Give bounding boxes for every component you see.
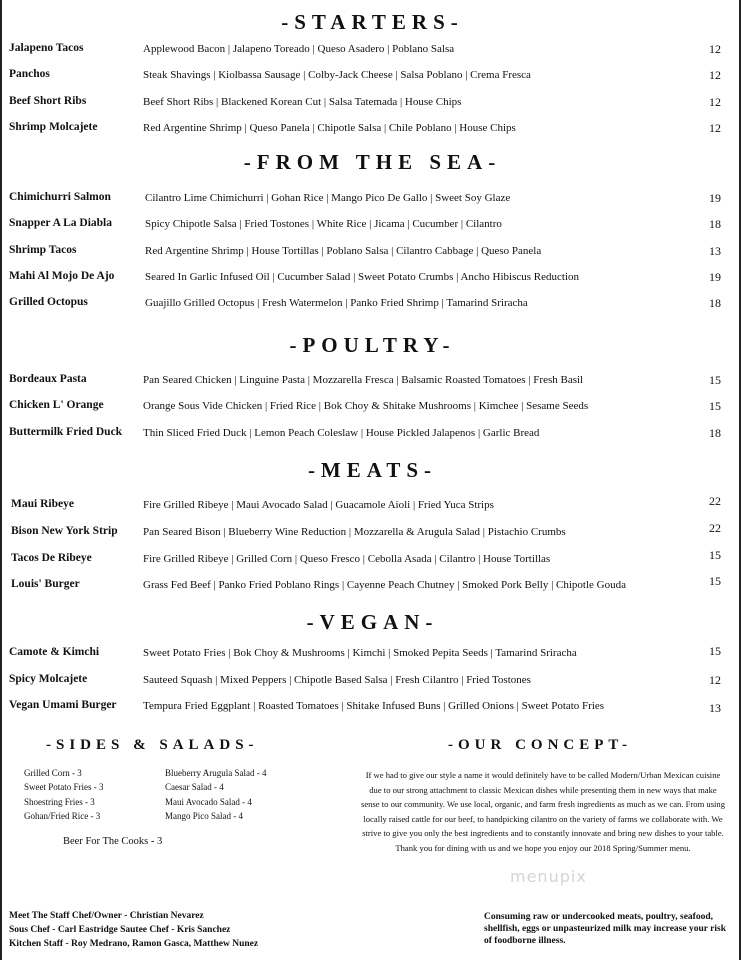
menu-item (2, 426, 741, 444)
section-title-meats: -MEATS- (307, 458, 438, 482)
menu-item (2, 244, 741, 262)
side-item: Grilled Corn - 3 (24, 768, 82, 778)
item-name: Vegan Umami Burger (9, 699, 117, 711)
item-description: Guajillo Grilled Octopus | Fresh Watermelon | Panko Fried Shrimp | Tamarind Sriracha (145, 297, 528, 309)
menu-item (2, 521, 741, 543)
item-description: Thin Sliced Fried Duck | Lemon Peach Coleslaw | House Pickled Jalapenos | Garlic Bread (143, 427, 540, 439)
item-name: Grilled Octopus (9, 296, 88, 308)
item-description: Fire Grilled Ribeye | Maui Avocado Salad | Guacamole Aioli | Fried Yuca Strips (143, 499, 494, 511)
menu-item (2, 574, 741, 596)
item-name: Spicy Molcajete (9, 673, 88, 685)
item-price: 18 (709, 426, 721, 440)
item-description: Cilantro Lime Chimichurri | Gohan Rice | Mango Pico De Gallo | Sweet Soy Glaze (145, 192, 511, 204)
item-name: Beef Short Ribs (9, 95, 87, 107)
item-name: Buttermilk Fried Duck (9, 426, 123, 438)
side-item: Gohan/Fried Rice - 3 (24, 811, 101, 821)
item-description: Pan Seared Bison | Blueberry Wine Reduction | Mozzarella & Arugula Salad | Pistachio Crumbs (143, 526, 566, 538)
item-price: 13 (709, 701, 721, 715)
item-price: 15 (709, 574, 721, 588)
concept-text: If we had to give our style a name it would definitely have to be called Modern/Urban Mexican cuisine due to our strong attachment to classic Mexican dishes while presenting them in new ways that make sense to our community. We use local, organic, and farm fresh ingredients as much as we can. From using locally raised cattle for our beef, to handpicking cilantro on the variety of farms we collaborate with. We strive to give you only the best ingredients and to constantly innovate and bring new dishes to your table. Thank you for dining with us and we hope you enjoy our 2018 Spring/Summer menu. (360, 770, 726, 853)
food-safety-warning: Consuming raw or undercooked meats, poultry, seafood, shellfish, eggs or unpasteurized milk may increase your risk of foodborne illness. (484, 912, 726, 946)
menu-item (2, 548, 741, 570)
item-price: 12 (709, 673, 721, 687)
side-item: Sweet Potato Fries - 3 (24, 782, 104, 792)
item-name: Chicken L' Orange (9, 399, 104, 411)
item-name: Shrimp Molcajete (9, 121, 98, 133)
item-name: Shrimp Tacos (9, 244, 77, 256)
item-price: 12 (709, 95, 721, 109)
item-name: Camote & Kimchi (9, 646, 100, 658)
salad-item: Maui Avocado Salad - 4 (165, 797, 252, 807)
section-title-vegan: -VEGAN- (306, 610, 439, 634)
salad-item: Mango Pico Salad - 4 (165, 811, 243, 821)
menu-item (2, 217, 741, 235)
item-name: Bordeaux Pasta (9, 373, 87, 385)
staff-line-2: Sous Chef - Carl Eastridge Sautee Chef - Kris Sanchez (9, 925, 231, 935)
menu-item (2, 399, 741, 417)
menu-item (2, 68, 741, 86)
section-title-concept: -OUR CONCEPT- (448, 737, 633, 753)
menu-item (2, 191, 741, 209)
staff-line-3: Kitchen Staff - Roy Medrano, Ramon Gasca, Matthew Nunez (9, 939, 259, 949)
menu-item (2, 270, 741, 288)
menu-item (2, 646, 741, 664)
item-price: 15 (709, 399, 721, 413)
menu-item (2, 95, 741, 113)
item-description: Applewood Bacon | Jalapeno Toreado | Queso Asadero | Poblano Salsa (143, 43, 455, 55)
section-title-sides: -SIDES & SALADS- (46, 737, 259, 753)
menu-item (2, 494, 741, 516)
item-name: Jalapeno Tacos (9, 42, 84, 54)
menu-item (2, 373, 741, 391)
menu-item (2, 296, 741, 314)
section-title-poultry: -POULTRY- (289, 333, 456, 357)
salad-item: Blueberry Arugula Salad - 4 (165, 768, 267, 778)
item-price: 18 (709, 217, 721, 231)
item-description: Seared In Garlic Infused Oil | Cucumber Salad | Sweet Potato Crumbs | Ancho Hibiscus Reduction (145, 271, 580, 283)
menu-item (2, 42, 741, 60)
item-price: 12 (709, 121, 721, 135)
item-price: 15 (709, 644, 721, 658)
item-description: Grass Fed Beef | Panko Fried Poblano Rings | Cayenne Peach Chutney | Smoked Pork Belly | Chipotle Gouda (143, 579, 626, 591)
item-price: 22 (709, 494, 721, 508)
menu-item (2, 673, 741, 691)
side-item: Shoestring Fries - 3 (24, 797, 95, 807)
watermark: menupix (510, 867, 587, 886)
item-description: Pan Seared Chicken | Linguine Pasta | Mozzarella Fresca | Balsamic Roasted Tomatoes | Fresh Basil (143, 374, 584, 386)
item-description: Fire Grilled Ribeye | Grilled Corn | Queso Fresco | Cebolla Asada | Cilantro | House Tortillas (143, 553, 551, 565)
menu-item (2, 699, 741, 717)
item-description: Red Argentine Shrimp | Queso Panela | Chipotle Salsa | Chile Poblano | House Chips (143, 122, 516, 134)
item-price: 12 (709, 68, 721, 82)
item-description: Sweet Potato Fries | Bok Choy & Mushrooms | Kimchi | Smoked Pepita Seeds | Tamarind Sriracha (143, 647, 577, 659)
item-name: Panchos (9, 68, 50, 80)
staff-line-1: Meet The Staff Chef/Owner - Christian Nevarez (9, 911, 204, 921)
item-description: Sauteed Squash | Mixed Peppers | Chipotle Based Salsa | Fresh Cilantro | Fried Tostones (143, 674, 531, 686)
item-price: 19 (709, 270, 721, 284)
item-name: Chimichurri Salmon (9, 191, 111, 203)
salad-item: Caesar Salad - 4 (165, 782, 224, 792)
item-name: Tacos De Ribeye (11, 552, 92, 564)
item-description: Spicy Chipotle Salsa | Fried Tostones | White Rice | Jicama | Cucumber | Cilantro (145, 218, 502, 230)
item-price: 15 (709, 548, 721, 562)
section-title-starters: -STARTERS- (281, 10, 464, 34)
item-description: Steak Shavings | Kiolbassa Sausage | Colby-Jack Cheese | Salsa Poblano | Crema Fresca (143, 69, 531, 81)
item-price: 13 (709, 244, 721, 258)
beer-for-cooks: Beer For The Cooks - 3 (63, 836, 163, 847)
item-name: Snapper A La Diabla (9, 217, 113, 229)
item-price: 22 (709, 521, 721, 535)
item-description: Beef Short Ribs | Blackened Korean Cut | Salsa Tatemada | House Chips (143, 96, 462, 108)
item-name: Bison New York Strip (11, 525, 118, 537)
menu-item (2, 121, 741, 139)
item-price: 12 (709, 42, 721, 56)
item-description: Tempura Fried Eggplant | Roasted Tomatoes | Shitake Infused Buns | Grilled Onions | Sweet Potato Fries (143, 700, 605, 712)
item-description: Red Argentine Shrimp | House Tortillas | Poblano Salsa | Cilantro Cabbage | Queso Panela (145, 245, 542, 257)
item-name: Maui Ribeye (11, 498, 74, 510)
item-name: Louis' Burger (11, 578, 80, 590)
section-title-sea: -FROM THE SEA- (243, 150, 502, 174)
item-price: 18 (709, 296, 721, 310)
item-price: 15 (709, 373, 721, 387)
item-description: Orange Sous Vide Chicken | Fried Rice | Bok Choy & Shitake Mushrooms | Kimchee | Sesame Seeds (143, 400, 589, 412)
item-name: Mahi Al Mojo De Ajo (9, 270, 115, 282)
item-price: 19 (709, 191, 721, 205)
